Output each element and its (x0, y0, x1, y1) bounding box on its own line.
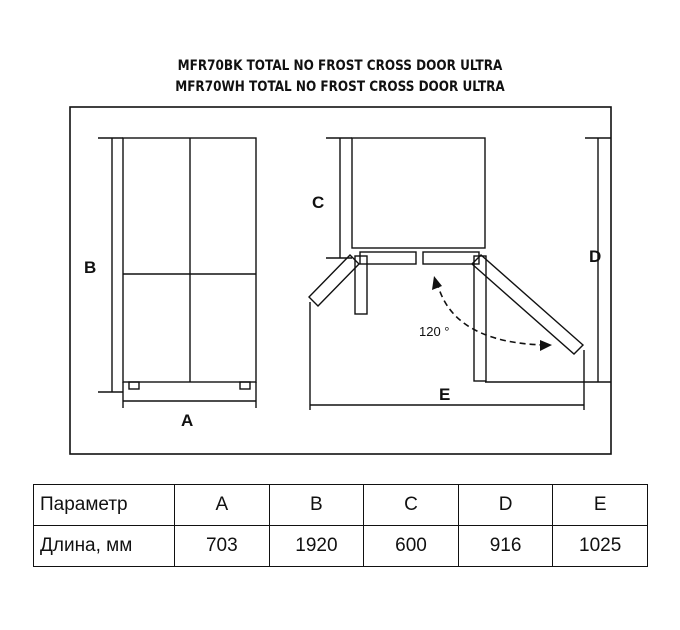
label-b: B (84, 258, 97, 277)
label-c: C (312, 193, 325, 212)
model-title-wh: MFR70WH TOTAL NO FROST CROSS DOOR ULTRA (175, 79, 505, 95)
top-view (309, 138, 611, 410)
door-open-left-perp (355, 256, 367, 314)
dimensions-table (33, 484, 648, 567)
label-e: E (439, 385, 451, 404)
table-cell: A (175, 485, 270, 526)
table-cell: C (364, 485, 459, 526)
label-a: A (181, 411, 194, 430)
door-closed-right (423, 252, 479, 264)
foot-right (240, 382, 250, 389)
angle-arrowhead-right (540, 340, 552, 351)
table-cell: Параметр (34, 485, 175, 526)
door-open-left-120 (309, 255, 359, 306)
door-open-right-120 (472, 255, 583, 354)
table-cell: 916 (458, 526, 553, 567)
fridge-body-top (352, 138, 485, 248)
table-cell: 1920 (269, 526, 364, 567)
table-header-row (34, 485, 648, 526)
table-cell: D (458, 485, 553, 526)
table-cell: B (269, 485, 364, 526)
model-title-bk: MFR70BK TOTAL NO FROST CROSS DOOR ULTRA (177, 58, 503, 74)
table-row (34, 526, 648, 567)
table-cell: Длина, мм (34, 526, 175, 567)
table-cell: 1025 (553, 526, 648, 567)
front-view (98, 138, 256, 408)
door-closed-left (360, 252, 416, 264)
table-cell: E (553, 485, 648, 526)
table-cell: 703 (175, 526, 270, 567)
label-angle: 120 ° (419, 324, 450, 339)
angle-arrowhead-top (432, 276, 442, 290)
table-cell: 600 (364, 526, 459, 567)
label-d: D (589, 247, 602, 266)
angle-arc (437, 282, 546, 345)
foot-left (129, 382, 139, 389)
